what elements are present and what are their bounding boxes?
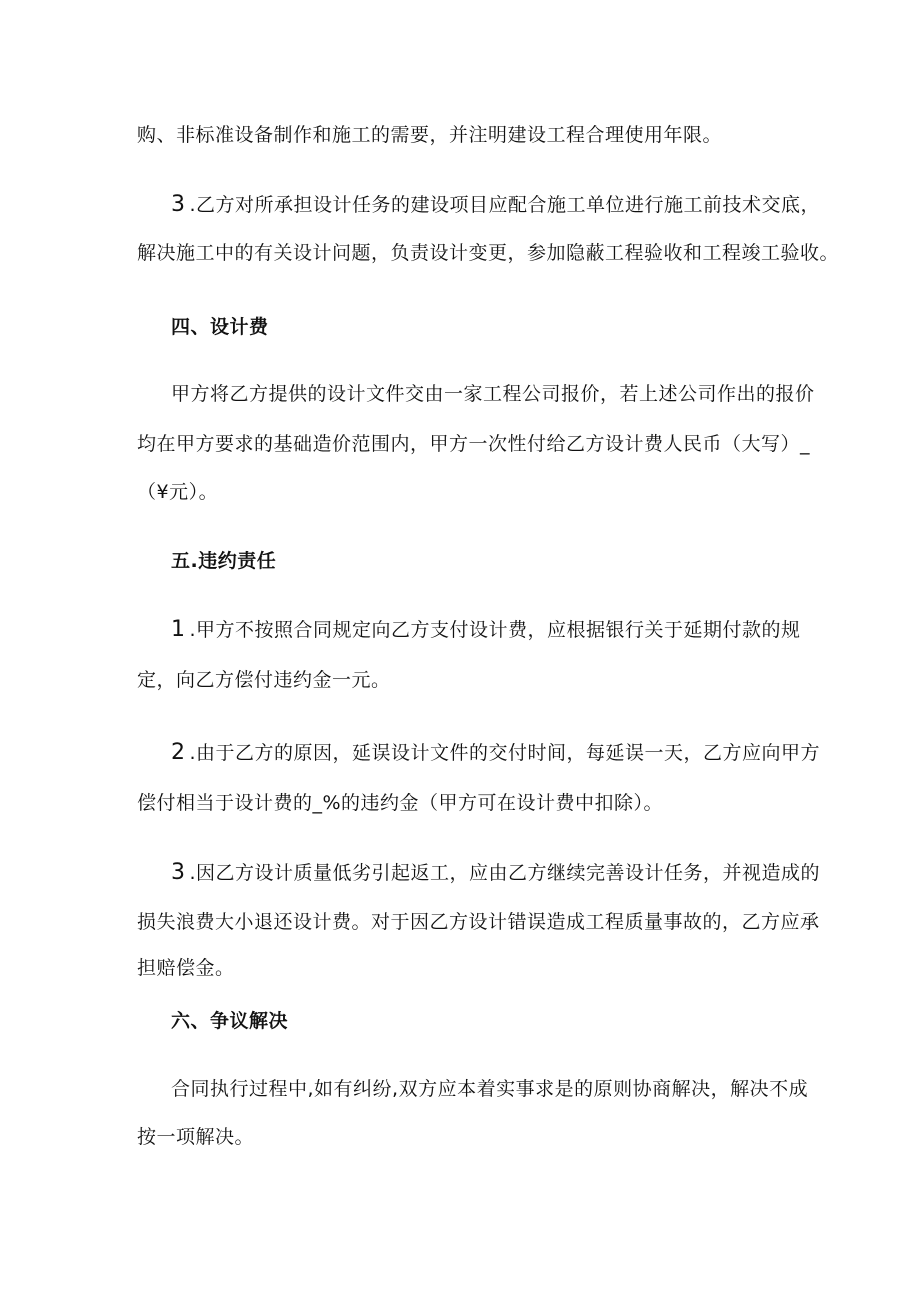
liability-1-line-2: 定，向乙方偿付违约金一元。	[137, 669, 391, 691]
liability-3-line-2: 损失浪费大小退还设计费。对于因乙方设计错误造成工程质量事故的，乙方应承	[137, 911, 820, 933]
liability-2-line-2: 偿付相当于设计费的_%的违约金（甲方可在设计费中扣除）。	[137, 792, 664, 814]
liability-2-line-1	[171, 740, 821, 766]
clause-text: .乙方对所承担设计任务的建设项目应配合施工单位进行施工前技术交底，	[189, 194, 821, 216]
clause-number: 1	[171, 617, 186, 642]
dispute-line-2: 按一项解决。	[137, 1126, 255, 1148]
clause-3-line-1	[171, 192, 821, 218]
liability-1-line-1	[171, 617, 801, 643]
section-heading-design-fee: 四、设计费	[171, 316, 269, 338]
liability-3-line-3: 担赔偿金。	[137, 957, 235, 979]
clause-text: .甲方不按照合同规定向乙方支付设计费，应根据银行关于延期付款的规	[189, 619, 801, 641]
fee-line-2: 均在甲方要求的基础造价范围内，甲方一次性付给乙方设计费人民币（大写）_	[137, 433, 811, 455]
fee-line-1: 甲方将乙方提供的设计文件交由一家工程公司报价，若上述公司作出的报价	[171, 383, 815, 405]
paragraph-line: 购、非标准设备制作和施工的需要，并注明建设工程合理使用年限。	[137, 124, 723, 146]
section-heading-liability: 五.违约责任	[171, 550, 277, 572]
clause-3-line-2: 解决施工中的有关设计问题，负责设计变更，参加隐蔽工程验收和工程竣工验收。	[137, 242, 840, 264]
clause-text: .由于乙方的原因，延误设计文件的交付时间，每延误一天，乙方应向甲方	[189, 742, 821, 764]
dispute-line-1: 合同执行过程中,如有纠纷,双方应本着实事求是的原则协商解决，解决不成	[171, 1078, 809, 1100]
clause-text: .因乙方设计质量低劣引起返工，应由乙方继续完善设计任务，并视造成的	[189, 862, 821, 884]
section-heading-dispute: 六、争议解决	[171, 1010, 289, 1032]
fee-line-3: （¥元）。	[137, 481, 219, 503]
clause-number: 3	[171, 192, 186, 217]
liability-3-line-1	[171, 860, 821, 886]
clause-number: 2	[171, 740, 186, 765]
clause-number: 3	[171, 860, 186, 885]
